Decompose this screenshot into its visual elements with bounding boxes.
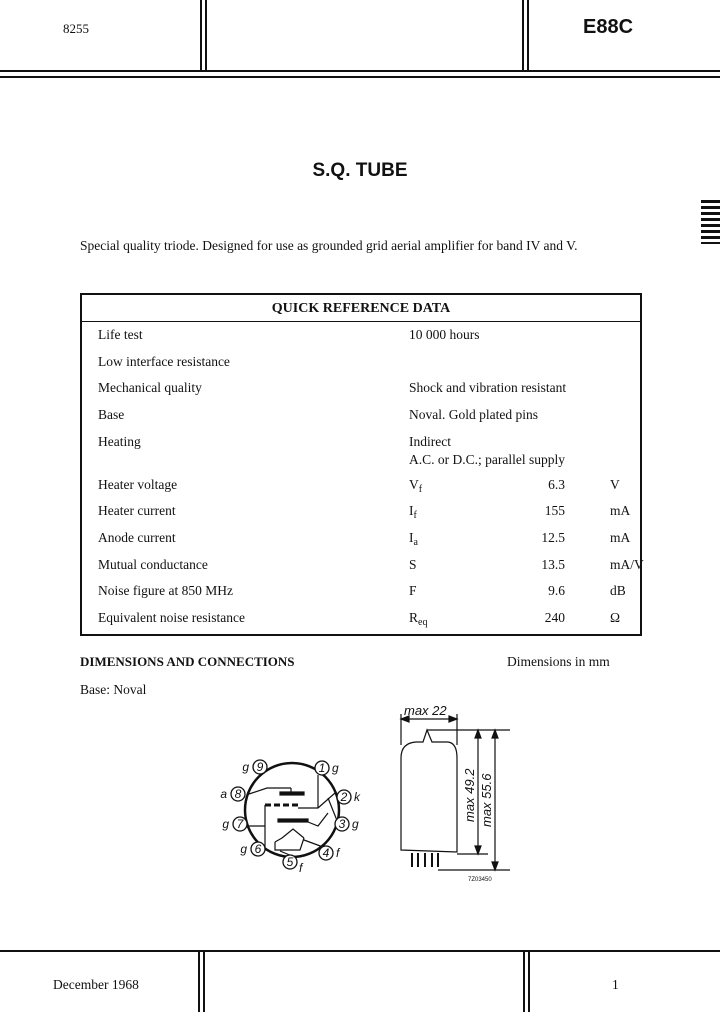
document-code: 8255 (63, 21, 89, 36)
pin-number: 5 (286, 855, 294, 869)
table-row: Noise figure at 850 MHz F 9.6 dB (98, 583, 626, 598)
height-dimension-2: max 55.6 (479, 773, 494, 827)
width-dimension: max 22 (404, 703, 447, 718)
pin-label: g (332, 761, 339, 775)
table-row: Mechanical quality Shock and vibration resistant (98, 380, 567, 395)
pin-number: 7 (236, 817, 244, 831)
table-row: Heater current $I_f$ 155 mA (98, 503, 631, 521)
pin-label: g (240, 842, 247, 856)
pin-label: g (242, 760, 249, 774)
section-marker (701, 200, 720, 244)
dimensions-heading: DIMENSIONS AND CONNECTIONS (80, 654, 295, 669)
dimensions-units: Dimensions in mm (507, 654, 610, 669)
table-row: Equivalent noise resistance $R_{eq}$ 240 Ω (98, 610, 621, 628)
page-number: 1 (612, 977, 619, 992)
pin-label: f (299, 861, 303, 875)
pin-number: 2 (340, 790, 348, 804)
tube-type: E88C (583, 16, 634, 38)
pin-label: g (352, 817, 359, 831)
description: Special quality triode. Designed for use as grounded grid aerial amplifier for band IV and V. (80, 238, 578, 253)
table-row: Base Noval. Gold plated pins (98, 407, 538, 422)
table-row: Heater voltage $V_f$ 6.3 V (98, 477, 620, 495)
pin-connection-diagram (220, 690, 520, 890)
pin-label: f (336, 846, 340, 860)
publication-date: December 1968 (53, 977, 139, 992)
table-row: Heating Indirect (98, 434, 451, 449)
pin-label: a (220, 787, 227, 801)
page-title: S.Q. TUBE (312, 160, 408, 181)
quick-reference-table (80, 293, 642, 636)
pin-number: 1 (318, 761, 326, 775)
pin-label: g (222, 817, 229, 831)
table-row: Life test 10 000 hours (98, 327, 480, 342)
table-row: A.C. or D.C.; parallel supply (409, 452, 565, 467)
table-row: Mutual conductance S 13.5 mA/V (98, 557, 644, 572)
table-heading: QUICK REFERENCE DATA (82, 295, 640, 322)
drawing-number: 7Z03450 (468, 877, 492, 883)
pin-number: 9 (256, 760, 264, 774)
table-row: Low interface resistance (98, 354, 230, 369)
pin-number: 8 (234, 787, 242, 801)
pin-number: 4 (322, 846, 330, 860)
table-row: Anode current $I_a$ 12.5 mA (98, 530, 631, 548)
pin-number: 3 (338, 817, 346, 831)
pin-number: 6 (254, 842, 262, 856)
pin-label: k (354, 790, 360, 804)
height-dimension-1: max 49.2 (462, 768, 477, 822)
base-type: Base: Noval (80, 682, 147, 697)
